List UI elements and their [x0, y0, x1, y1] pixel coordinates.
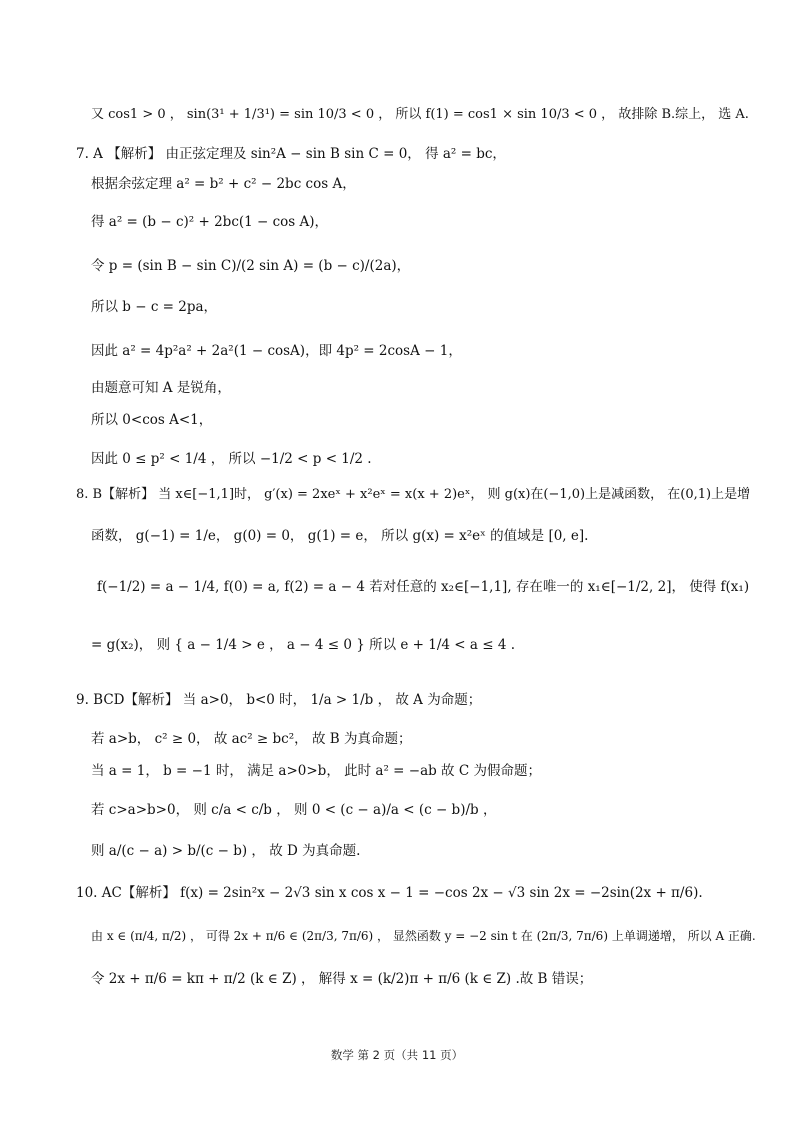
line-11: 8. B【解析】 当 x∈[−1,1]时， g′(x) = 2xeˣ + x²eˣ = x(x + 2)eˣ， 则 g(x)在(−1,0)上是减函数， 在(0,1)上是增: [76, 487, 751, 502]
line-8: 由题意可知 A 是锐角，: [91, 380, 231, 396]
line-22: 令 2x + π/6 = kπ + π/2 (k ∈ Z) ， 解得 x = (k/2)π + π/6 (k ∈ Z) .故 B 错误；: [91, 971, 593, 987]
page-footer: 数学 第 2 页（共 11 页）: [330, 1048, 464, 1062]
line-17: 当 a = 1， b = −1 时， 满足 a>0>b， 此时 a² = −ab 故 C 为假命题；: [91, 763, 541, 779]
line-9: 所以 0<cos A<1，: [91, 412, 213, 428]
line-3: 根据余弦定理 a² = b² + c² − 2bc cos A，: [91, 176, 356, 192]
line-5: 令 p = (sin B − sin C)/(2 sin A) = (b − c)/(2a)，: [91, 258, 411, 274]
line-15: 9. BCD【解析】 当 a>0， b<0 时， 1/a > 1/b ， 故 A 为命题；: [76, 692, 482, 708]
line-18: 若 c>a>b>0， 则 c/a < c/b ， 则 0 < (c − a)/a < (c − b)/b ，: [91, 802, 497, 818]
line-21: 由 x ∈ (π/4, π/2) ， 可得 2x + π/6 ∈ (2π/3, 7π/6) ， 显然函数 y = −2 sin t 在 (2π/3, 7π/6) 上单调递增， 所以 A 正确.: [91, 929, 756, 943]
line-4: 得 a² = (b − c)² + 2bc(1 − cos A)，: [91, 214, 329, 230]
line-16: 若 a>b， c² ≥ 0， 故 ac² ≥ bc²， 故 B 为真命题；: [91, 731, 412, 747]
line-13: f(−1/2) = a − 1/4, f(0) = a, f(2) = a − 4 若对任意的 x₂∈[−1,1], 存在唯一的 x₁∈[−1/2, 2]， 使得 f(x₁): [97, 579, 750, 595]
line-10: 因此 0 ≤ p² < 1/4 ， 所以 −1/2 < p < 1/2 .: [91, 451, 372, 467]
line-7: 因此 a² = 4p²a² + 2a²(1 − cosA)，即 4p² = 2cosA − 1，: [91, 343, 462, 359]
line-12: 函数， g(−1) = 1/e， g(0) = 0， g(1) = e， 所以 g(x) = x²eˣ 的值域是 [0, e].: [91, 528, 589, 544]
line-19: 则 a/(c − a) > b/(c − b) ， 故 D 为真命题.: [91, 843, 361, 859]
line-6: 所以 b − c = 2pa，: [91, 299, 218, 315]
line-2: 7. A 【解析】 由正弦定理及 sin²A − sin B sin C = 0， 得 a² = bc，: [76, 146, 506, 162]
line-20: 10. AC【解析】 f(x) = 2sin²x − 2√3 sin x cos x − 1 = −cos 2x − √3 sin 2x = −2sin(2x + π/6).: [76, 885, 703, 901]
line-14: = g(x₂)， 则 { a − 1/4 > e ， a − 4 ≤ 0 } 所以 e + 1/4 < a ≤ 4 .: [91, 637, 515, 653]
line-1: 又 cos1 > 0 ， sin(3¹ + 1/3¹) = sin 10/3 < 0 ， 所以 f(1) = cos1 × sin 10/3 < 0 ， 故排除 B.综上， 选 A.: [91, 107, 749, 122]
